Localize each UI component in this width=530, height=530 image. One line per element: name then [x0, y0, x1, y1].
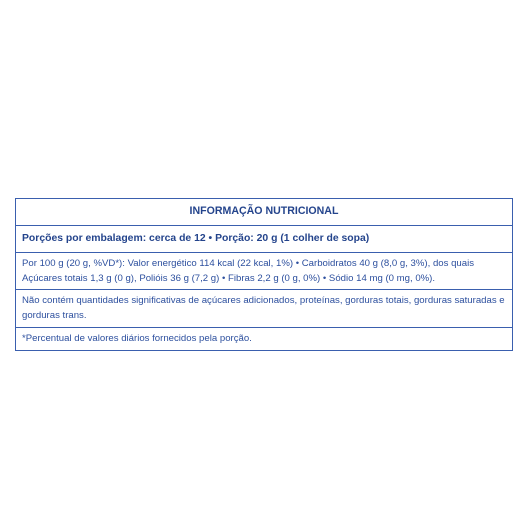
nutrition-table-title: INFORMAÇÃO NUTRICIONAL [189, 205, 339, 217]
daily-value-footnote: *Percentual de valores diários fornecidos pela porção. [16, 327, 512, 350]
portions-row: Porções por embalagem: cerca de 12 • Porção: 20 g (1 colher de sopa) [16, 225, 512, 252]
nutrient-values-row: Por 100 g (20 g, %VD*): Valor energético 114 kcal (22 kcal, 1%) • Carboidratos 40 g (8,0 g, 3%), dos quais Açúcares totais 1,3 g (0 g), Polióis 36 g (7,2 g) • Fibras 2,2 g (0 g, 0%) • Sódio 14 mg (0 mg, 0%). [16, 252, 512, 289]
not-significant-row: Não contém quantidades significativas de açúcares adicionados, proteínas, gorduras totais, gorduras saturadas e gorduras trans. [16, 289, 512, 327]
nutrition-facts-table [15, 198, 513, 351]
